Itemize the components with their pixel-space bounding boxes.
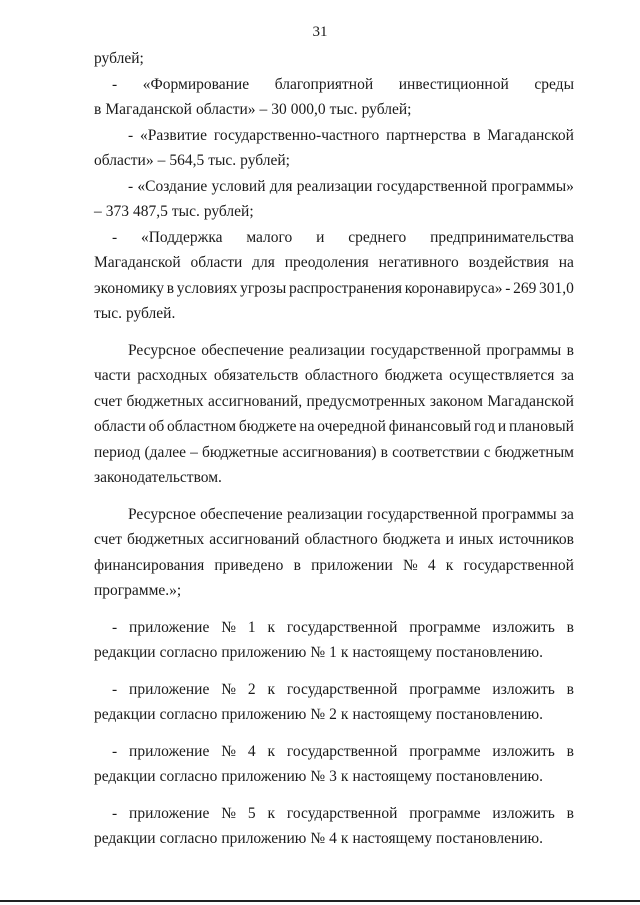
paragraph-p5	[94, 338, 574, 491]
text-line: - «Формирование благоприятной инвестиционной среды	[112, 75, 574, 93]
paragraph-p8	[94, 677, 574, 728]
text-line: в Магаданской области» – 30 000,0 тыс. рублей;	[94, 101, 412, 118]
text-line: части расходных обязательств областного бюджета осуществляется за	[94, 367, 574, 384]
text-line: - «Развитие государственно-частного партнерства в Магаданской	[128, 126, 574, 144]
text-line: - приложение № 4 к государственной программе изложить в	[112, 742, 574, 760]
paragraph-gap	[94, 666, 574, 677]
text-line: законодательством.	[94, 469, 222, 486]
text-line: программе.»;	[94, 582, 182, 599]
paragraph-p0	[94, 46, 574, 72]
text-line: счет бюджетных ассигнований, предусмотренных законом Магаданской	[94, 392, 574, 410]
paragraph-p1	[94, 72, 574, 123]
paragraph-gap	[94, 327, 574, 338]
text-line: - приложение № 2 к государственной программе изложить в	[112, 680, 574, 698]
text-line: тыс. рублей.	[94, 305, 176, 322]
paragraph-gap	[94, 604, 574, 615]
text-line: - «Поддержка малого и среднего предпринимательства	[112, 228, 574, 246]
page-number: 31	[312, 24, 328, 40]
text-line: рублей;	[94, 50, 144, 67]
text-line: счет бюджетных ассигнований областного бюджета и иных источников	[94, 531, 574, 548]
paragraph-p2	[94, 123, 574, 174]
document-body	[94, 46, 574, 852]
text-line: - «Создание условий для реализации государственной программы»	[128, 177, 574, 195]
text-line: области» – 564,5 тыс. рублей;	[94, 152, 290, 169]
paragraph-p10	[94, 801, 574, 852]
paragraph-p7	[94, 615, 574, 666]
paragraph-p3	[94, 174, 574, 225]
paragraph-p4	[94, 225, 574, 327]
text-line: редакции согласно приложению № 4 к настоящему постановлению.	[94, 830, 544, 847]
paragraph-gap	[94, 790, 574, 801]
text-line: - приложение № 1 к государственной программе изложить в	[112, 618, 574, 636]
text-line: период (далее – бюджетные ассигнования) в соответствии с бюджетным	[94, 443, 574, 461]
paragraph-p6	[94, 502, 574, 604]
bottom-rule	[0, 900, 640, 902]
text-line: редакции согласно приложению № 1 к настоящему постановлению.	[94, 644, 544, 661]
text-line: экономику в условиях угрозы распространения коронавируса» - 269 301,0	[94, 279, 574, 297]
text-line: Ресурсное обеспечение реализации государственной программы в	[128, 341, 574, 359]
text-line: финансирования приведено в приложении № 4 к государственной	[94, 556, 574, 574]
text-line: редакции согласно приложению № 2 к настоящему постановлению.	[94, 706, 544, 723]
paragraph-gap	[94, 491, 574, 502]
text-line: Ресурсное обеспечение реализации государственной программы за	[128, 505, 574, 523]
paragraph-gap	[94, 728, 574, 739]
text-line: Магаданской области для преодоления негативного воздействия на	[94, 254, 574, 271]
paragraph-p9	[94, 739, 574, 790]
text-line: - приложение № 5 к государственной программе изложить в	[112, 804, 574, 822]
text-line: области об областном бюджете на очередной финансовый год и плановый	[94, 418, 574, 435]
text-line: – 373 487,5 тыс. рублей;	[94, 203, 254, 220]
text-line: редакции согласно приложению № 3 к настоящему постановлению.	[94, 768, 544, 785]
